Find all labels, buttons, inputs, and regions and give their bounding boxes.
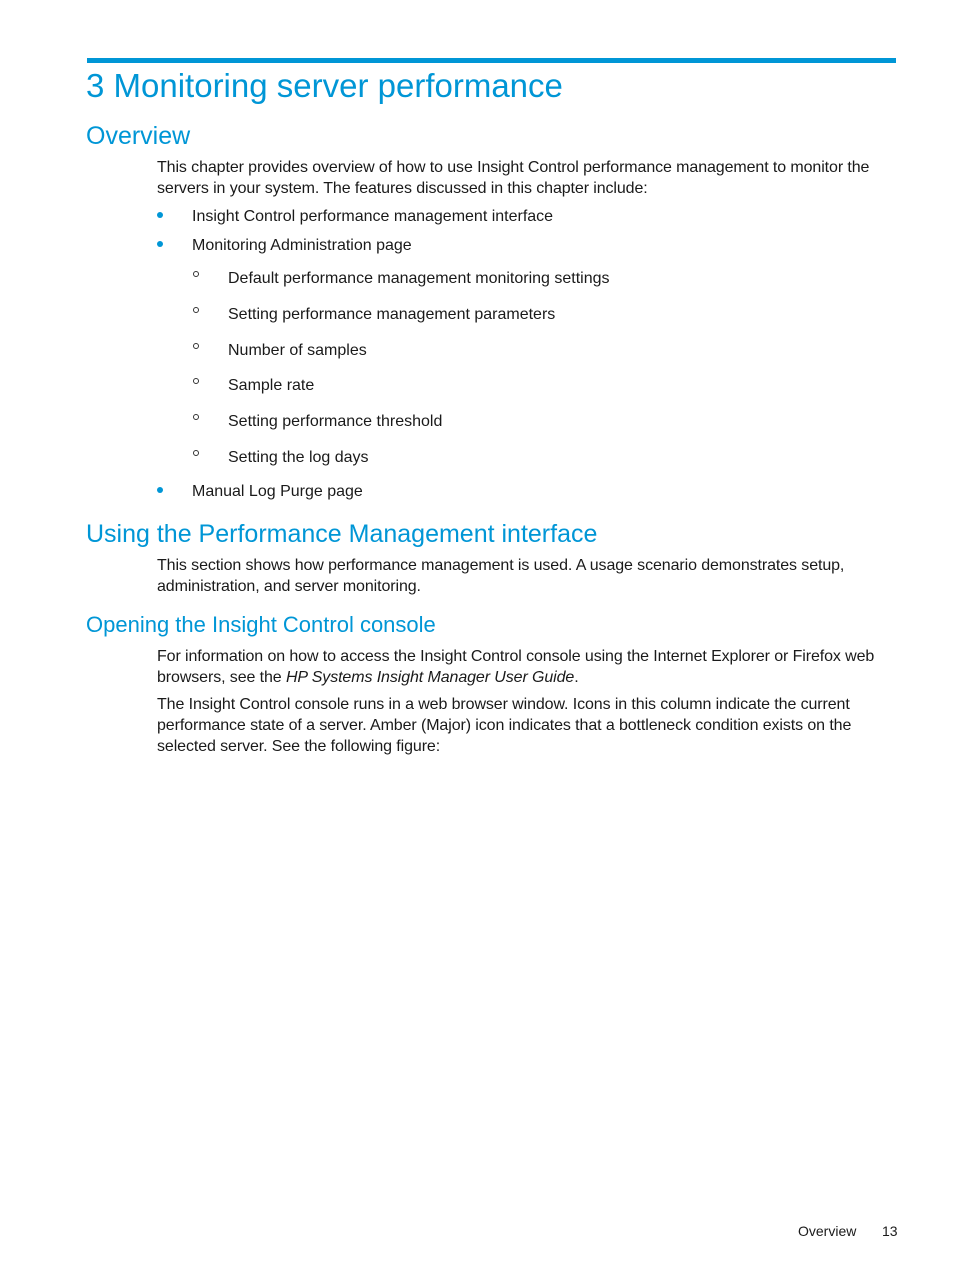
chapter-rule (87, 58, 896, 63)
circle-bullet-icon (193, 343, 199, 349)
list-item-text: Manual Log Purge page (192, 483, 363, 500)
bullet-icon (157, 241, 163, 247)
footer-page-number: 13 (882, 1223, 898, 1239)
overview-intro: This chapter provides overview of how to use Insight Control performance management to monitor the servers in your system. The features discussed in this chapter include: (157, 159, 870, 197)
list-item-text: Insight Control performance management interface (192, 208, 554, 225)
opening-section-para-1 (157, 646, 899, 688)
list-item-text: Monitoring Administration page (192, 237, 412, 254)
guide-title: HP Systems Insight Manager User Guide (285, 669, 575, 686)
circle-bullet-icon (193, 378, 199, 384)
sub-list-item-text: Setting performance threshold (228, 413, 443, 430)
sub-list-item-text: Sample rate (228, 377, 315, 394)
overview-heading: Overview (86, 122, 191, 150)
sub-list-item-text: Number of samples (228, 342, 367, 359)
chapter-title: 3 Monitoring server performance (86, 67, 563, 104)
para-text: . (574, 669, 579, 686)
sub-list-item-text: Setting the log days (228, 449, 369, 466)
using-section-heading: Using the Performance Management interface (86, 520, 598, 548)
opening-section-heading: Opening the Insight Control console (86, 612, 436, 637)
circle-bullet-icon (193, 307, 199, 313)
bullet-icon (157, 212, 163, 218)
footer-section-label: Overview (798, 1223, 857, 1239)
opening-section-para-2: The Insight Control console runs in a web browser window. Icons in this column indicate the current performance state of a server. Amber (Major) icon indicates that a bottleneck condition exists on the selected server. See the following figure: (157, 696, 852, 755)
using-section-text: This section shows how performance management is used. A usage scenario demonstrates setup, administration, and server monitoring. (157, 557, 845, 595)
sub-list-item-text: Default performance management monitoring settings (228, 270, 610, 287)
bullet-icon (157, 487, 163, 493)
circle-bullet-icon (193, 450, 199, 456)
sub-list-item-text: Setting performance management parameters (228, 306, 556, 323)
para-text: For information on how to access the Insight Control console using the Internet Explorer or Firefox web browsers, see the (157, 648, 875, 686)
circle-bullet-icon (193, 414, 199, 420)
circle-bullet-icon (193, 271, 199, 277)
